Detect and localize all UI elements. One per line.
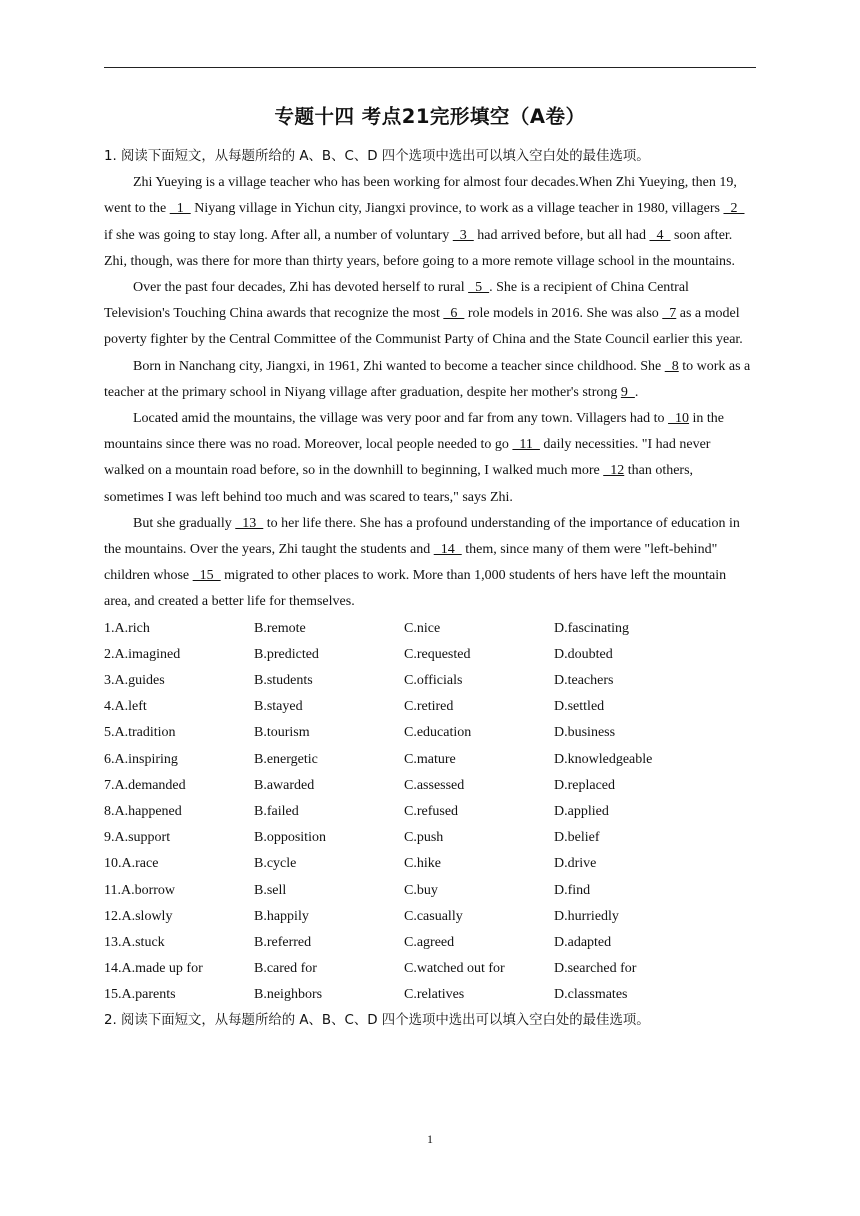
option-choice: D.find — [554, 882, 591, 898]
passage-paragraph — [104, 511, 751, 616]
option-choice: D.applied — [554, 803, 609, 819]
option-choice: D.belief — [554, 830, 600, 846]
option-choice: C.nice — [404, 620, 441, 636]
passage-text: than others, sometimes I was left behind too much and was scared to tears," says Zhi. — [104, 463, 694, 505]
option-choice: 8.A.happened — [104, 803, 182, 819]
option-row — [104, 825, 751, 851]
option-row — [104, 982, 751, 1008]
passage-text: daily necessities. "I had never walked on a mountain road before, so in the downhill to beginning, I walked much more — [104, 437, 711, 479]
passage-text: role models in 2016. She was also — [464, 306, 663, 322]
passage-paragraph — [104, 170, 751, 275]
option-choice: D.hurriedly — [554, 908, 619, 924]
option-choice: 14.A.made up for — [104, 961, 203, 977]
option-choice: 15.A.parents — [104, 987, 176, 1003]
passage-text: in the mountains since there was no road. Moreover, local people needed to go — [104, 411, 725, 453]
option-choice: B.happily — [254, 908, 309, 924]
passage-text: Born in Nanchang city, Jiangxi, in 1961, Zhi wanted to become a teacher since childhood. She — [133, 358, 665, 374]
option-choice: D.classmates — [554, 987, 628, 1003]
option-choice: D.searched for — [554, 961, 637, 977]
passage-paragraph — [104, 275, 751, 354]
passage-text: . She is a recipient of China Central Television's Touching China awards that recognize the most — [104, 280, 689, 322]
option-choice: 12.A.slowly — [104, 908, 173, 924]
instruction-2: 2. 阅读下面短文，从每题所给的 A、B、C、D 四个选项中选出可以填入空白处的最佳选项。 — [104, 1013, 650, 1029]
answer-blank: 14 — [433, 542, 462, 558]
option-row — [104, 930, 751, 956]
document-body — [104, 144, 751, 1035]
instruction-1: 1. 阅读下面短文，从每题所给的 A、B、C、D 四个选项中选出可以填入空白处的最佳选项。 — [104, 149, 650, 164]
passage-text: But she gradually — [133, 515, 236, 531]
option-choice: C.casually — [404, 908, 463, 924]
passage-text: Over the past four decades, Zhi has devoted herself to rural — [133, 280, 469, 296]
option-choice: 7.A.demanded — [104, 777, 186, 793]
option-choice: C.watched out for — [404, 961, 505, 977]
answer-blank: 13 — [235, 515, 264, 531]
passage-text: Niyang village in Yichun city, Jiangxi province, to work as a village teacher in 1980, villagers — [190, 201, 724, 217]
option-choice: 10.A.race — [104, 856, 159, 872]
option-choice: B.awarded — [254, 777, 315, 793]
option-choice: D.fascinating — [554, 620, 630, 636]
passage-text: them, since many of them were "left-behind" children whose — [104, 542, 718, 584]
option-row — [104, 878, 751, 904]
option-choice: C.assessed — [404, 777, 465, 793]
option-choice: B.energetic — [254, 751, 318, 767]
option-choice: B.tourism — [254, 725, 310, 741]
option-choice: D.teachers — [554, 673, 614, 689]
answer-blank: 6 — [443, 306, 465, 322]
passage-text: had arrived before, but all had — [473, 227, 650, 243]
option-choice: D.replaced — [554, 777, 616, 793]
option-choice: C.officials — [404, 673, 463, 689]
option-choice: B.sell — [254, 882, 287, 898]
option-choice: C.push — [404, 830, 444, 846]
option-row — [104, 668, 751, 694]
option-choice: D.drive — [554, 856, 597, 872]
passage-text: Located amid the mountains, the village was very poor and far from any town. Villagers had to — [133, 411, 669, 427]
option-choice: 3.A.guides — [104, 673, 165, 689]
option-choice: D.adapted — [554, 934, 612, 950]
option-row — [104, 720, 751, 746]
option-row — [104, 642, 751, 668]
header-rule — [104, 67, 756, 68]
answer-blank: 15 — [192, 568, 221, 584]
option-choice: D.knowledgeable — [554, 751, 653, 767]
option-choice: B.neighbors — [254, 987, 323, 1003]
passage-paragraph — [104, 406, 751, 511]
passage-paragraph — [104, 354, 751, 406]
answer-blank: 5 — [468, 280, 490, 296]
option-choice: B.students — [254, 673, 313, 689]
option-choice: C.agreed — [404, 934, 455, 950]
option-choice: 4.A.left — [104, 699, 147, 715]
answer-blank: 10 — [668, 411, 690, 427]
passage-text: to her life there. She has a profound understanding of the importance of education in the mountains. Over the years, Zhi taught the students and — [104, 515, 740, 558]
option-choice: C.buy — [404, 882, 438, 898]
answer-blank: 7 — [662, 306, 677, 322]
option-choice: C.education — [404, 725, 472, 741]
passage-text: as a model poverty fighter by the Central Committee of the Communist Party of China and the State Council earlier this year. — [104, 306, 743, 348]
answer-blank: 8 — [664, 358, 679, 374]
page-number: 1 — [427, 1132, 433, 1146]
option-row — [104, 747, 751, 773]
option-choice: 13.A.stuck — [104, 934, 165, 950]
option-choice: C.relatives — [404, 987, 465, 1003]
passage-text: migrated to other places to work. More than 1,000 students of hers have left the mountain area, and created a better life for themselves. — [104, 568, 727, 610]
option-choice: 2.A.imagined — [104, 646, 181, 662]
option-choice: B.cycle — [254, 856, 297, 872]
passage-text: if she was going to stay long. After all, a number of voluntary — [104, 227, 453, 243]
option-choice: B.cared for — [254, 961, 317, 977]
option-choice: C.requested — [404, 646, 471, 662]
option-choice: 9.A.support — [104, 830, 171, 846]
option-choice: B.referred — [254, 934, 312, 950]
option-row — [104, 694, 751, 720]
option-choice: C.retired — [404, 699, 454, 715]
option-choice: B.failed — [254, 803, 299, 819]
option-row — [104, 773, 751, 799]
option-row — [104, 799, 751, 825]
option-choice: 1.A.rich — [104, 620, 150, 636]
option-choice: D.business — [554, 725, 616, 741]
answer-blank: 4 — [649, 227, 671, 243]
option-choice: B.opposition — [254, 830, 326, 846]
option-choice: D.settled — [554, 699, 605, 715]
answer-blank: 2 — [723, 201, 745, 217]
passage-text: . — [634, 384, 639, 400]
option-row — [104, 904, 751, 930]
passage-text: soon after. Zhi, though, was there for more than thirty years, before going to a more remote village school in the mountains. — [104, 227, 735, 269]
passage — [104, 170, 751, 615]
option-choice: C.refused — [404, 803, 459, 819]
option-choice: B.stayed — [254, 699, 303, 715]
option-choice: B.predicted — [254, 646, 319, 662]
option-row — [104, 956, 751, 982]
answer-blank: 1 — [169, 201, 191, 217]
answer-blank: 9 — [620, 384, 635, 400]
answer-blank: 3 — [452, 227, 474, 243]
answer-blank: 12 — [603, 463, 625, 479]
option-choice: C.mature — [404, 751, 456, 767]
option-choice: 6.A.inspiring — [104, 751, 178, 767]
option-choice: 5.A.tradition — [104, 725, 176, 741]
option-row — [104, 851, 751, 877]
option-row — [104, 616, 751, 642]
option-choice: 11.A.borrow — [104, 882, 176, 898]
passage-text: Zhi Yueying is a village teacher who has been working for almost four decades.When Zhi Yueying, then 19, went to the — [104, 175, 737, 217]
option-choice: D.doubted — [554, 646, 613, 662]
answer-blank: 11 — [512, 437, 540, 453]
options-list — [104, 616, 751, 1009]
option-choice: B.remote — [254, 620, 306, 636]
page-title: 专题十四 考点21完形填空（A卷） — [274, 105, 586, 128]
option-choice: C.hike — [404, 856, 441, 872]
passage-text: to work as a teacher at the primary school in Niyang village after graduation, despite her mother's strong — [104, 358, 751, 400]
